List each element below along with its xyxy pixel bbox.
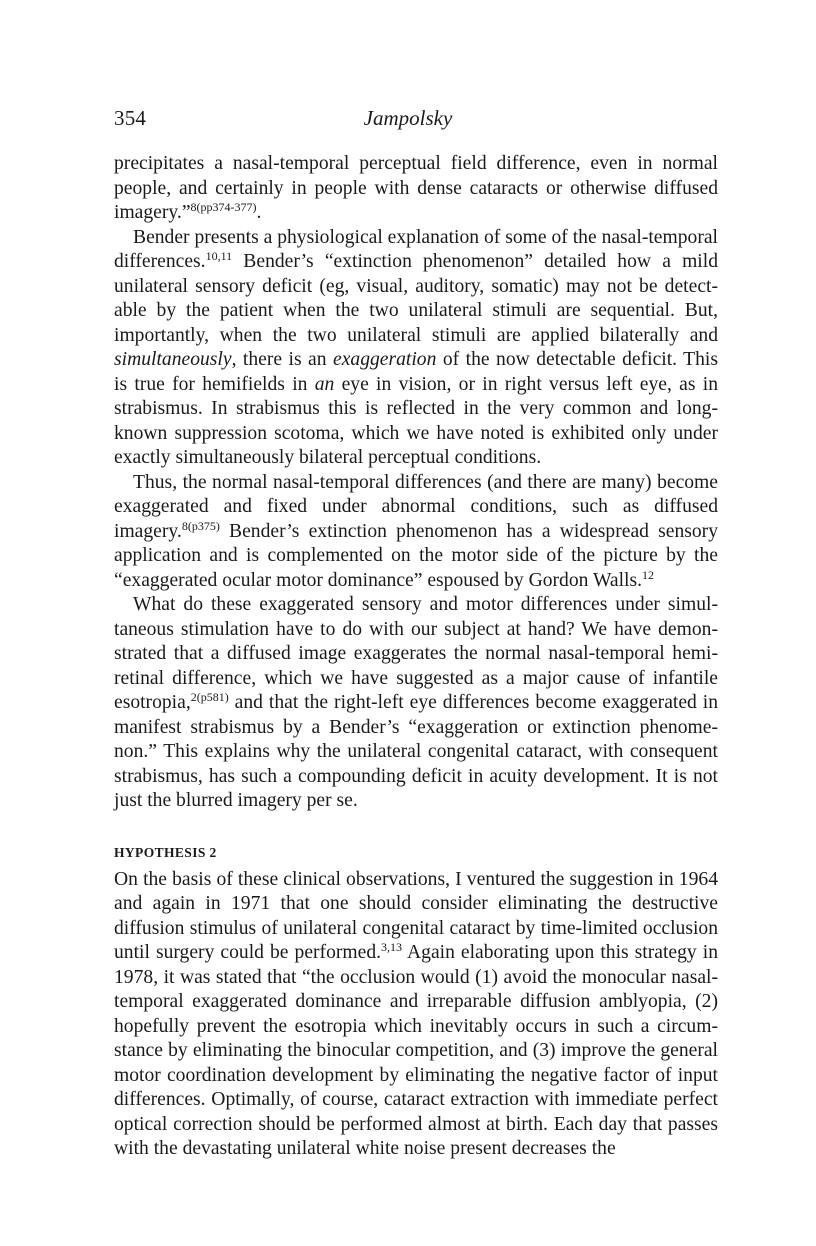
running-head: Jampolsky: [363, 106, 453, 130]
text-run: and that the right-left eye differences become exaggerated in manifest strabismus by a Bender’s “exaggeration or extinction phenomenon.” This explains why the unilateral congenital cataract, with consequent strabismus, has such a compounding deficit in acuity development. It is not just the blurred imagery per se.: [114, 692, 718, 811]
text-run: Bender presents a physiological explanation of some of the nasal-temporal differences.: [114, 226, 718, 272]
text-run: of the now detectable deficit. This is true for hemifields in: [114, 349, 718, 395]
citation-superscript: 3,13: [381, 940, 403, 954]
italic-emphasis: simultaneously: [114, 349, 232, 370]
paragraph: [114, 226, 718, 471]
citation-superscript: 8(p375): [181, 518, 220, 533]
text-run: Bender’s extinction phenomenon has a widespread sensory application and is complemented on the motor side of the picture by the “exaggerated ocular motor dominance” espoused by Gordon Walls.: [114, 520, 718, 591]
citation-superscript: 10,11: [205, 249, 233, 263]
paragraph: [114, 471, 718, 594]
citation-superscript: 12: [642, 567, 655, 582]
text-run: .: [256, 202, 262, 223]
page-number: 354: [114, 106, 147, 130]
text-run: Thus, the normal nasal-temporal differences (and there are many) become exaggerated and fixed under abnormal conditions, such as diffused imagery.: [114, 471, 718, 542]
section-heading: HYPOTHESIS 2: [114, 844, 217, 860]
citation-superscript: 2(p581): [190, 690, 229, 704]
paragraph: [114, 152, 718, 226]
text-run: eye in vision, or in right versus left eye, as in strabismus. In strabismus this is reflected in the very common and long-known suppression scotoma, which we have noted is exhibited only under exactly simultaneously bilateral perceptual conditions.: [114, 373, 718, 468]
italic-emphasis: exaggeration: [333, 349, 437, 370]
text-run: What do these exaggerated sensory and motor differences under simultaneous stimulation have to do with our subject at hand? We have demonstrated that a diffused image exaggerates the normal nasal-temporal hemiretinal difference, which we have suggested as a major cause of infantile esotropia,: [114, 594, 718, 713]
text-run: Bender’s “extinction phenomenon” detailed how a mild unilateral sensory deficit (eg, visual, auditory, somatic) may not be detectable by the patient when the two unilateral stimuli are sequential. But, importantly, when the two unilateral stimuli are applied bilaterally and: [114, 251, 718, 346]
text-run: , there is an: [231, 349, 334, 370]
body-text: [114, 152, 718, 1162]
section-paragraph: [114, 868, 718, 1162]
italic-emphasis: an: [314, 373, 335, 395]
paragraph: [114, 593, 718, 814]
citation-superscript: 8(pp374-377): [190, 200, 257, 214]
text-run: precipitates a nasal-temporal perceptual field difference, even in normal people, and certainly in people with dense cataracts or otherwise diffused imagery.”: [114, 153, 718, 223]
text-run: Again elaborating upon this strategy in 1978, it was stated that “the occlusion would (1) avoid the monocular nasal-temporal exaggerated dominance and irreparable diffusion amblyopia, (2) hopefully prevent the esotropia which inevitably occurs in such a circumstance by eliminating the binocular competition, and (3) improve the general motor coordination development by eliminating the negative factor of input differences. Optimally, of course, cataract extraction with immediate perfect optical correction should be performed almost at birth. Each day that passes with the devastating unilateral white noise present decreases the: [114, 942, 718, 1159]
text-run: On the basis of these clinical observations, I ventured the suggestion in 1964 and again in 1971 that one should consider eliminating the destructive diffusion stimulus of unilateral congenital cataract by time-limited occlusion until surgery could be performed.: [114, 868, 718, 963]
